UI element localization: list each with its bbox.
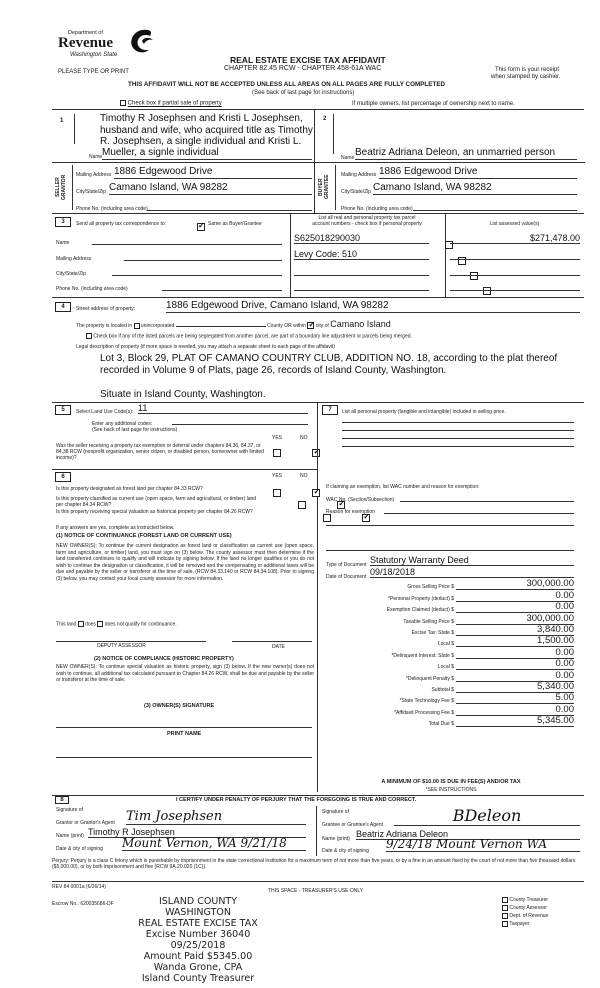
forest-yes-checkbox[interactable] <box>273 489 281 497</box>
does-label: does <box>85 621 96 628</box>
logo-state-text: Washington State <box>70 52 118 58</box>
seller-phone-label: Phone No. (including area code) <box>76 206 148 212</box>
section-7 <box>318 402 584 794</box>
stamp-line-6: Wanda Grone, CPA <box>153 962 243 973</box>
logo-dept-text: Department of <box>68 30 103 36</box>
county-or-within-label: County OR within <box>267 323 306 329</box>
corr-name-field[interactable] <box>92 236 282 245</box>
section-number-3: 3 <box>55 217 71 227</box>
divider <box>316 806 317 856</box>
grantor-date-label: Date & city of signing <box>56 846 103 852</box>
fee-value[interactable]: 300,000.00 <box>456 614 574 625</box>
fee-label: Total Due $ <box>428 721 454 728</box>
street-address-label: Street address of property: <box>76 306 136 312</box>
escrow-number: 620035686-DF <box>80 901 114 907</box>
grantor-signature[interactable]: Tim Josephsen <box>126 809 306 825</box>
instructions-note: (See back of last page for instructions) <box>252 90 355 96</box>
legal-line-1: Lot 3, Block 29, PLAT OF CAMANO COUNTRY CLUB, ADDITION NO. 18, according to the plat thereof <box>100 353 558 364</box>
grantor-name-label: Name (print) <box>56 833 84 839</box>
buyer-name-field[interactable]: Beatriz Adriana Deleon, an unmarried person <box>355 147 577 160</box>
copy-distribution <box>502 896 548 928</box>
reason-field-3[interactable] <box>326 542 574 551</box>
fee-row-processing-fee <box>326 704 574 715</box>
does-not-label: does not qualify for continuance. <box>104 621 177 628</box>
segregated-label: Check box if any of the listed parcels are being segregated from another parcel, are part of a boundary line adjustment or parcels being merged. <box>93 333 412 340</box>
yes-header: YES <box>272 435 283 441</box>
section-4 <box>52 297 584 402</box>
fee-label: *Delinquent Penalty $ <box>405 675 454 682</box>
fee-table <box>326 579 574 727</box>
section-number-1: 1 <box>60 118 64 124</box>
does-qualify-checkbox[interactable] <box>78 621 84 627</box>
corr-phone-field[interactable] <box>162 282 282 291</box>
county-blank[interactable] <box>176 326 266 327</box>
fee-value[interactable]: 5,340.00 <box>456 682 574 693</box>
fee-value[interactable]: 300,000.00 <box>456 579 574 590</box>
form-title: REAL ESTATE EXCISE TAX AFFIDAVIT <box>230 55 386 65</box>
parcels-header-line-1: List all real and personal property tax parcel <box>318 215 416 221</box>
fee-value[interactable]: 0.00 <box>456 648 574 659</box>
buyer-section <box>315 110 585 220</box>
fee-row-personal <box>326 590 574 601</box>
notice-continuance-title: (1) NOTICE OF CONTINUANCE (FOREST LAND OR CURRENT USE) <box>56 533 232 539</box>
parcels-header <box>292 215 442 227</box>
current-use-question: Is this property classified as current use (open space, farm and agricultural, or timber) land per chapter 84.34 RCW? <box>56 496 257 508</box>
fee-value[interactable]: 5,345.00 <box>456 716 574 727</box>
stamp-line-4: 09/25/2018 <box>170 940 226 951</box>
fee-label: *Personal Property (deduct) $ <box>388 595 454 602</box>
notice-continuance-text: NEW OWNER(S): To continue the current designation as forest land or classification as current use (open space, farm and agriculture, or timber) land, you must sign on (3) below. The county assessor must then determine if the land transferred continues to qualify and will indicate by signing below. If the land no longer qualifies or you do not wish to continue the designation or classification, it will be removed and the compensating or additional taxes will be due and payable by the seller or transferor at the time of sale. (RCW 84.33.140 or RCW 84.34.108). Prior to signing (3) below, you may contact your local county assessor for more information. <box>56 543 314 582</box>
copy-dept-revenue-checkbox[interactable] <box>502 913 508 919</box>
grantee-name-label: Name (print) <box>322 836 350 842</box>
copy-county-treasurer-checkbox[interactable] <box>502 897 508 903</box>
grantor-sig-label-2: Grantor or Grantor's Agent <box>56 820 115 826</box>
divider <box>74 114 75 144</box>
city-of-label: city of <box>315 323 329 329</box>
divider <box>335 165 336 210</box>
qualify-prefix: This land <box>56 621 77 628</box>
buyer-mailing-label: Mailing Address <box>341 172 377 178</box>
parcel-value-1[interactable]: $271,478.00 <box>450 233 580 244</box>
personal-property-line-4[interactable] <box>342 440 574 447</box>
receipt-note-2: when stamped by cashier. <box>491 74 561 80</box>
legal-description-text[interactable] <box>100 353 580 401</box>
doc-type-label: Type of Document <box>326 562 367 568</box>
yes-header: YES <box>272 473 283 479</box>
partial-sale-row <box>120 100 222 108</box>
form-subtitle: CHAPTER 82.45 RCW - CHAPTER 458-61A WAC <box>224 65 382 72</box>
owner-signature-label: (3) OWNER(S) SIGNATURE <box>144 703 215 709</box>
stamp-line-1: ISLAND COUNTY WASHINGTON <box>158 896 238 918</box>
copy-label: Taxpayer <box>509 921 530 927</box>
grantee-sig-label-2: Grantee or Grantee's Agent <box>322 822 383 828</box>
forest-land-question: Is this property designated as forest land per chapter 84.33 RCW? <box>56 486 203 492</box>
fee-row-exemption <box>326 602 574 613</box>
fee-label: *State Technology Fee $ <box>399 698 454 705</box>
divider <box>72 165 73 210</box>
date-line <box>232 641 312 642</box>
reason-field[interactable] <box>384 505 574 514</box>
send-correspondence-label: Send all property tax correspondence to: <box>76 221 167 227</box>
segregated-checkbox[interactable] <box>86 333 92 339</box>
copy-taxpayer <box>502 920 548 928</box>
divider <box>445 213 446 297</box>
same-as-buyer-checkbox[interactable] <box>197 223 205 231</box>
parcel-number-4[interactable] <box>294 282 429 291</box>
stamp-line-3: Excise Number 36040 <box>145 929 251 940</box>
personal-property-line-1[interactable] <box>342 416 574 423</box>
seller-mailing-label: Mailing Address <box>76 172 112 178</box>
personal-property-label: List all personal property (tangible and intangible) included in selling price. <box>342 409 506 415</box>
escrow-row <box>52 901 114 907</box>
additional-codes-label: Enter any additional codes: <box>92 421 153 427</box>
copy-dept-revenue <box>502 912 548 920</box>
buyer-city-field[interactable]: Camano Island, WA 98282 <box>373 182 577 195</box>
escrow-label: Escrow No.: <box>52 901 79 907</box>
section-number-7: 7 <box>322 405 338 415</box>
wac-label: WAC No. (Section/Subsection) <box>326 497 395 503</box>
fee-row-excise-local <box>326 636 574 647</box>
city-of-value[interactable]: Camano Island <box>330 319 391 329</box>
section-5 <box>52 402 317 472</box>
assessed-header: List assessed value(s) <box>489 221 540 227</box>
divider <box>290 213 291 297</box>
print-name-line[interactable] <box>56 757 312 758</box>
fee-row-subtotal <box>326 682 574 693</box>
parcels-header-line-2: account numbers - check box if personal property <box>312 221 422 227</box>
city-checkbox[interactable] <box>307 322 314 329</box>
located-in-label: The property is located in <box>76 323 133 329</box>
grantee-sig-label-1: Signature of <box>322 809 349 815</box>
section-number-2: 2 <box>323 116 327 122</box>
stamp-line-5: Amount Paid $5345.00 <box>143 951 253 962</box>
doc-type-field[interactable]: Statutory Warranty Deed <box>370 555 574 566</box>
grantor-date-field[interactable]: Mount Vernon, WA 9/21/18 <box>122 836 306 851</box>
seller-section <box>52 110 314 220</box>
qualify-row <box>56 621 177 627</box>
fee-row-taxable <box>326 613 574 624</box>
see-instructions-note: *SEE INSTRUCTIONS <box>425 787 477 793</box>
does-not-qualify-checkbox[interactable] <box>97 621 103 627</box>
copy-label: Dept. of Revenue <box>509 913 549 919</box>
deputy-assessor-label: DEPUTY ASSESSOR <box>97 643 146 649</box>
treasurer-use-label: THIS SPACE - TREASURER'S USE ONLY <box>268 888 364 894</box>
fee-row-total <box>326 716 574 727</box>
seller-phone-field[interactable] <box>147 202 312 211</box>
section-number-6: 6 <box>55 472 71 482</box>
section-6 <box>52 469 317 794</box>
legal-line-3 <box>100 377 580 389</box>
corr-mailing-label: Mailing Address <box>56 256 92 262</box>
fee-label: *Delinquent Interest: State $ <box>391 652 454 659</box>
doc-date-field[interactable]: 09/18/2018 <box>370 567 574 578</box>
partial-sale-label: Check box if partial sale of property <box>127 100 222 107</box>
logo-revenue-text: Revenue <box>58 35 113 51</box>
exemption-yes-checkbox[interactable] <box>273 449 281 457</box>
copy-county-assessor <box>502 904 548 912</box>
seller-name-field[interactable]: Mueller, a signle individual <box>102 147 312 160</box>
unincorporated-checkbox[interactable] <box>134 323 140 329</box>
fee-value[interactable]: 0.00 <box>456 705 574 716</box>
corr-name-label: Name <box>56 240 70 246</box>
fee-value[interactable]: 0.00 <box>456 602 574 613</box>
stamp-line-7: Island County Treasurer <box>141 973 255 984</box>
copy-label: County Assessor <box>509 905 547 911</box>
section-number-5: 5 <box>55 405 71 415</box>
treasurer-stamp <box>133 896 263 984</box>
acceptance-warning: THIS AFFIDAVIT WILL NOT BE ACCEPTED UNLESS ALL AREAS ON ALL PAGES ARE FULLY COMPLETED <box>128 81 446 88</box>
grantee-signature[interactable]: BDeleon <box>394 806 580 826</box>
buyer-phone-field[interactable] <box>413 202 577 211</box>
fee-row-penalty <box>326 670 574 681</box>
exemption-question: Was the seller receiving a property tax exemption or deferral under chapters 84.36, 84.37, or 84.38 RCW (nonprofit organization, senior citizen, or disabled person, homeowner with limited income)? <box>56 443 264 461</box>
seller-name-line-1: Timothy R Josephsen and Kristi L Josephsen, <box>100 113 303 124</box>
parcel-value-3[interactable] <box>450 267 580 276</box>
grantee-date-label: Date & city of signing <box>322 848 369 854</box>
corr-phone-label: Phone No. (including area code) <box>56 286 128 292</box>
fee-row-gross <box>326 579 574 590</box>
seller-name-label: Name <box>89 154 103 160</box>
current-use-yes-checkbox[interactable] <box>298 501 306 509</box>
parcel-number-3[interactable] <box>294 267 429 276</box>
copy-county-treasurer <box>502 896 548 904</box>
grantee-date-field[interactable]: 9/24/18 Mount Vernon WA <box>386 837 580 852</box>
fee-row-tech-fee <box>326 693 574 704</box>
divider <box>52 162 314 163</box>
receipt-note-1: This form is your receipt <box>495 67 560 73</box>
legal-line-4: Situate in Island County, Washington. <box>100 389 266 400</box>
parcel-value-2[interactable] <box>450 251 580 260</box>
fee-label: Gross Selling Price $ <box>407 584 454 591</box>
deputy-assessor-line <box>56 641 206 642</box>
fee-row-interest-local <box>326 659 574 670</box>
notice-compliance-title: (2) NOTICE OF COMPLIANCE (HISTORIC PROPERTY) <box>94 656 234 662</box>
seller-city-field[interactable]: Camano Island, WA 98282 <box>109 182 312 195</box>
seller-city-label: City/State/Zip <box>76 189 107 195</box>
buyer-mailing-field[interactable]: 1886 Edgewood Drive <box>379 166 577 179</box>
seller-name-line-3: R. Josephsen, a single individual and Kristi L. <box>100 136 302 147</box>
print-name-label: PRINT NAME <box>167 731 202 737</box>
seller-grantor-label: SELLER GRANTOR <box>55 174 67 200</box>
fee-row-interest-state <box>326 647 574 658</box>
fee-label: Local $ <box>437 664 454 671</box>
parcel-number-1[interactable]: S625018290030 <box>294 233 429 244</box>
fee-value[interactable]: 0.00 <box>456 671 574 682</box>
reason-field-2[interactable] <box>326 517 574 526</box>
personal-property-line-2[interactable] <box>342 424 574 431</box>
seller-name-line-2: husband and wife, who acquired title as Timothy <box>100 124 313 136</box>
fee-label: Subtotal $ <box>431 686 454 693</box>
reason-label: Reason for exemption <box>326 509 375 515</box>
divider <box>315 162 585 163</box>
no-header: NO <box>300 435 308 441</box>
seller-name-lines <box>100 113 315 148</box>
grantee-name-field[interactable]: Beatriz Adriana Deleon <box>356 829 580 840</box>
grantor-sig-label-1: Signature of <box>56 807 83 813</box>
seller-mailing-field[interactable]: 1886 Edgewood Drive <box>114 166 312 179</box>
divider <box>52 881 584 882</box>
additional-codes-note: (See back of last page for instructions) <box>92 427 178 433</box>
segregated-row <box>86 333 412 339</box>
fee-value[interactable]: 3,840.00 <box>456 625 574 636</box>
dor-logo <box>58 30 168 70</box>
section-8 <box>52 796 584 868</box>
corr-city-label: City/State/Zip <box>56 271 87 277</box>
fee-value[interactable]: 0.00 <box>456 659 574 670</box>
personal-property-line-3[interactable] <box>342 432 574 439</box>
grantor-name-field[interactable]: Timothy R Josephsen <box>88 827 306 838</box>
wac-field[interactable] <box>400 493 574 502</box>
minimum-due-note: A MINIMUM OF $10.00 IS DUE IN FEE(S) AND/OR TAX <box>381 779 521 785</box>
fee-value[interactable]: 0.00 <box>456 591 574 602</box>
section-number-8: 8 <box>55 796 69 804</box>
perjury-statement: Perjury: Perjury is a class C felony which is punishable by imprisonment in the state correctional institution for a maximum term of not more than five years, or by a fine in an amount fixed by the court of not more than five thousand dollars ($5,000.00), or by both imprisonment and fine (RCW 9A.20.020 (1C)). <box>52 858 576 870</box>
owner-signature-line[interactable] <box>56 727 312 728</box>
stamp-line-2: REAL ESTATE EXCISE TAX <box>138 918 258 929</box>
street-address-field[interactable]: 1886 Edgewood Drive, Camano Island, WA 98282 <box>166 300 580 313</box>
doc-date-label: Date of Document <box>326 574 367 580</box>
fee-label: *Affidavit Processing Fee $ <box>394 709 454 716</box>
copy-label: County Treasurer <box>509 897 549 903</box>
fee-label: Local $ <box>437 641 454 648</box>
rev-code: REV 84 0001a (6/26/14) <box>52 884 106 890</box>
historic-question: Is this property receiving special valuation as historical property per chapter 84.26 RCW? <box>56 509 253 515</box>
copy-taxpayer-checkbox[interactable] <box>502 921 508 927</box>
same-as-buyer-label: Same as Buyer/Grantee <box>208 221 262 227</box>
corr-mailing-field[interactable] <box>124 252 282 261</box>
located-in-row <box>76 319 576 330</box>
date-label: DATE <box>272 644 285 650</box>
legal-line-2: recorded in Volume 9 of Plats, page 26, records of Island County, Washington. <box>100 365 447 376</box>
buyer-city-label: City/State/Zip <box>341 189 372 195</box>
fee-label: Taxable Selling Price $ <box>403 618 454 625</box>
fee-value[interactable]: 1,500.00 <box>456 636 574 647</box>
fee-value[interactable]: 5.00 <box>456 693 574 704</box>
land-use-label: Select Land Use Code(s): <box>76 409 134 415</box>
parcel-number-2[interactable]: Levy Code: 510 <box>294 249 429 260</box>
unincorporated-label: unincorporated <box>140 323 175 329</box>
fee-label: Exemption Claimed (deduct) $ <box>386 607 454 614</box>
partial-sale-checkbox[interactable] <box>120 100 126 106</box>
parcel-value-4[interactable] <box>450 282 580 291</box>
buyer-grantee-label: BUYER GRANTEE <box>318 174 330 200</box>
no-header: NO <box>300 473 308 479</box>
fee-row-excise-state <box>326 625 574 636</box>
land-use-field[interactable]: 11 <box>138 403 308 414</box>
buyer-phone-label: Phone No. (including area code) <box>341 206 413 212</box>
dor-swirl-logo-icon <box>126 26 156 56</box>
legal-description-label: Legal description of property (if more space is needed, you may attach a separate sheet to each page of the affidavit) <box>76 344 335 350</box>
additional-codes-field[interactable] <box>172 416 308 425</box>
if-yes-note: If any answers are yes, complete as instructed below. <box>56 525 175 531</box>
certify-statement: I CERTIFY UNDER PENALTY OF PERJURY THAT THE FOREGOING IS TRUE AND CORRECT. <box>176 797 417 803</box>
multiple-owners-note: If multiple owners, list percentage of ownership next to name. <box>352 101 515 107</box>
section-3 <box>52 213 584 299</box>
section-number-4: 4 <box>55 302 71 312</box>
buyer-name-label: Name <box>341 155 355 161</box>
exemption-claim-label: If claiming an exemption, list WAC number and reason for exemption: <box>326 484 480 490</box>
copy-county-assessor-checkbox[interactable] <box>502 905 508 911</box>
divider <box>333 114 334 154</box>
fee-label: Excise Tax: State $ <box>411 629 454 636</box>
please-type-text: PLEASE TYPE OR PRINT <box>58 69 129 75</box>
corr-city-field[interactable] <box>112 267 282 276</box>
notice-compliance-text: NEW OWNER(S): To continue special valuation as historic property, sign (3) below. If the new owner(s) does not wish to continue, all additional tax calculated pursuant to Chapter 84.26 RCW, shall be due and payable by the seller or transferor at the time of sale. <box>56 664 314 683</box>
